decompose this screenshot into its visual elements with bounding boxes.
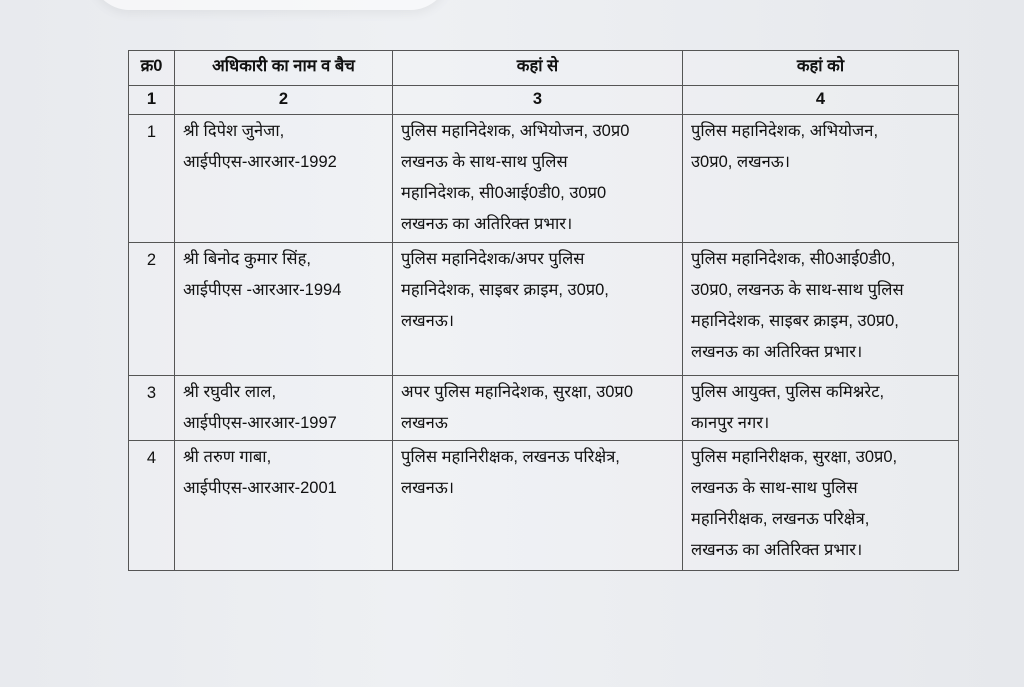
table-row — [129, 441, 959, 571]
row-from — [393, 441, 683, 571]
cell-line: लखनऊ का अतिरिक्त प्रभार। — [401, 215, 573, 233]
cell-line: उ0प्र0, लखनऊ। — [691, 153, 790, 171]
row-from — [393, 376, 683, 441]
cell-line: महानिरीक्षक, लखनऊ परिक्षेत्र, — [691, 510, 870, 528]
column-number: 4 — [683, 86, 959, 115]
cell-line: श्री बिनोद कुमार सिंह, — [183, 250, 311, 268]
row-from — [393, 115, 683, 243]
row-to — [683, 115, 959, 243]
row-from — [393, 243, 683, 376]
cell-line: अपर पुलिस महानिदेशक, सुरक्षा, उ0प्र0 — [401, 383, 633, 401]
table-row — [129, 115, 959, 243]
cell-line: महानिदेशक, सी0आई0डी0, उ0प्र0 — [401, 184, 607, 202]
cell-line: आईपीएस-आरआर-1997 — [183, 414, 337, 432]
column-number: 3 — [393, 86, 683, 115]
cell-line: पुलिस महानिरीक्षक, लखनऊ परिक्षेत्र, — [401, 448, 620, 466]
table-row — [129, 376, 959, 441]
row-to — [683, 441, 959, 571]
column-number: 1 — [129, 86, 175, 115]
cell-line: पुलिस आयुक्त, पुलिस कमिश्नरेट, — [691, 383, 885, 401]
cell-line: पुलिस महानिदेशक, सी0आई0डी0, — [691, 250, 896, 268]
cell-line: आईपीएस -आरआर-1994 — [183, 281, 342, 299]
row-serial: 4 — [129, 441, 175, 571]
cell-line: लखनऊ। — [401, 312, 455, 330]
table-header — [129, 51, 959, 86]
row-serial: 1 — [129, 115, 175, 243]
table-row — [129, 243, 959, 376]
cell-line: महानिदेशक, साइबर क्राइम, उ0प्र0, — [401, 281, 609, 299]
row-to — [683, 243, 959, 376]
row-serial: 2 — [129, 243, 175, 376]
cell-line: महानिदेशक, साइबर क्राइम, उ0प्र0, — [691, 312, 899, 330]
cell-line: पुलिस महानिदेशक, अभियोजन, — [691, 122, 879, 140]
cell-line: श्री रघुवीर लाल, — [183, 383, 277, 401]
cell-line: आईपीएस-आरआर-2001 — [183, 479, 337, 497]
cell-line: आईपीएस-आरआर-1992 — [183, 153, 337, 171]
row-officer-name — [175, 441, 393, 571]
row-officer-name — [175, 376, 393, 441]
cell-line: लखनऊ के साथ-साथ पुलिस — [401, 153, 568, 171]
cell-line: कानपुर नगर। — [691, 414, 770, 432]
header-serial: क्र0 — [129, 51, 175, 86]
cell-line: श्री दिपेश जुनेजा, — [183, 122, 285, 140]
cell-line: लखनऊ — [401, 414, 448, 432]
row-officer-name — [175, 243, 393, 376]
row-officer-name — [175, 115, 393, 243]
cell-line: उ0प्र0, लखनऊ के साथ-साथ पुलिस — [691, 281, 904, 299]
transfer-table — [128, 50, 959, 571]
cell-line: लखनऊ का अतिरिक्त प्रभार। — [691, 541, 863, 559]
header-to: कहां को — [683, 51, 959, 86]
row-serial: 3 — [129, 376, 175, 441]
paper-glare — [90, 0, 450, 10]
column-number-row — [129, 86, 959, 115]
row-to — [683, 376, 959, 441]
cell-line: पुलिस महानिदेशक/अपर पुलिस — [401, 250, 585, 268]
cell-line: लखनऊ का अतिरिक्त प्रभार। — [691, 343, 863, 361]
header-from: कहां से — [393, 51, 683, 86]
header-officer-name: अधिकारी का नाम व बैच — [175, 51, 393, 86]
header-row — [129, 51, 959, 86]
cell-line: पुलिस महानिरीक्षक, सुरक्षा, उ0प्र0, — [691, 448, 898, 466]
cell-line: लखनऊ के साथ-साथ पुलिस — [691, 479, 858, 497]
cell-line: लखनऊ। — [401, 479, 455, 497]
cell-line: श्री तरुण गाबा, — [183, 448, 272, 466]
column-number: 2 — [175, 86, 393, 115]
cell-line: पुलिस महानिदेशक, अभियोजन, उ0प्र0 — [401, 122, 630, 140]
table-body — [129, 86, 959, 571]
